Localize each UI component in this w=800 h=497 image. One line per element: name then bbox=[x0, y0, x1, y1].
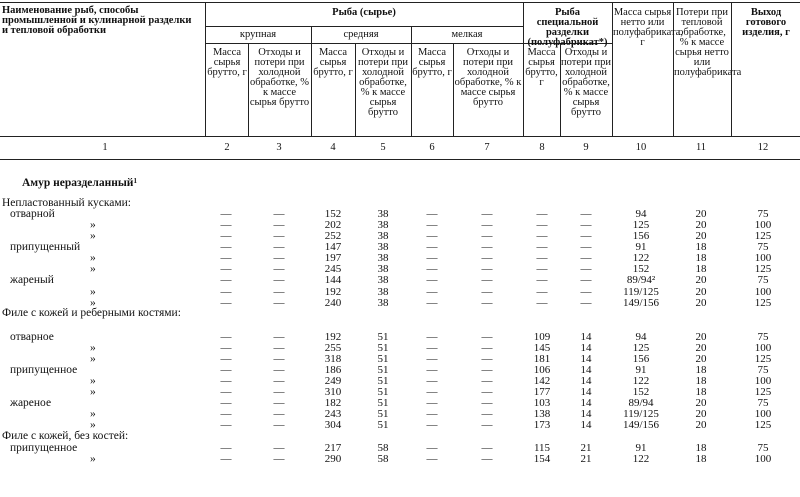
table-cell: — bbox=[220, 286, 232, 298]
table-cell: 58 bbox=[377, 442, 389, 454]
table-cell: — bbox=[273, 241, 285, 253]
table-cell: 38 bbox=[377, 219, 389, 231]
table-cell: 177 bbox=[533, 386, 551, 398]
table-cell: — bbox=[273, 230, 285, 242]
table-cell: — bbox=[273, 419, 285, 431]
waste-header-3: Отходы и потери при холодной обработке, % к массе сырья брутто bbox=[249, 47, 310, 108]
table-cell: 202 bbox=[324, 219, 342, 231]
table-cell: 21 bbox=[580, 453, 592, 465]
row-label: Филе с кожей и реберными костями: bbox=[2, 307, 181, 319]
table-cell: 152 bbox=[632, 386, 650, 398]
table-cell: — bbox=[426, 208, 438, 220]
table-cell: — bbox=[220, 397, 232, 409]
table-cell: 154 bbox=[533, 453, 551, 465]
table-cell: 38 bbox=[377, 263, 389, 275]
table-cell: 245 bbox=[324, 263, 342, 275]
table-cell: 20 bbox=[695, 331, 707, 343]
table-cell: — bbox=[273, 397, 285, 409]
table-cell: — bbox=[536, 252, 548, 264]
col-name-header: Наименование рыб, способы промышленной и кулинарной разделки и тепловой обработки bbox=[2, 5, 192, 36]
mass-brutto-header-8: Масса сырья брутто, г bbox=[525, 47, 558, 88]
table-cell: 38 bbox=[377, 274, 389, 286]
table-cell: — bbox=[273, 331, 285, 343]
table-cell: 106 bbox=[533, 364, 551, 376]
colnum-10: 10 bbox=[635, 142, 647, 153]
table-cell: 51 bbox=[377, 408, 389, 420]
table-cell: 304 bbox=[324, 419, 342, 431]
table-cell: — bbox=[481, 386, 493, 398]
table-cell: 125 bbox=[632, 342, 650, 354]
table-cell: 100 bbox=[754, 375, 772, 387]
colnum-9: 9 bbox=[583, 142, 589, 153]
waste-header-7: Отходы и потери при холодной обработке, % к массе сырья брутто bbox=[454, 47, 522, 108]
table-cell: 38 bbox=[377, 230, 389, 242]
table-cell: 51 bbox=[377, 397, 389, 409]
table-cell: 91 bbox=[635, 442, 647, 454]
table-cell: 94 bbox=[635, 331, 647, 343]
table-cell: 173 bbox=[533, 419, 551, 431]
table-cell: — bbox=[536, 208, 548, 220]
colnum-3: 3 bbox=[276, 142, 282, 153]
table-cell: — bbox=[426, 408, 438, 420]
table-cell: — bbox=[273, 263, 285, 275]
table-cell: 192 bbox=[324, 286, 342, 298]
table-cell: 290 bbox=[324, 453, 342, 465]
table-cell: — bbox=[426, 453, 438, 465]
table-cell: — bbox=[220, 442, 232, 454]
table-cell: 89/94 bbox=[628, 397, 654, 409]
row-label: » bbox=[90, 286, 96, 298]
table-cell: 21 bbox=[580, 442, 592, 454]
table-cell: 75 bbox=[757, 397, 769, 409]
table-cell: 51 bbox=[377, 331, 389, 343]
table-cell: — bbox=[220, 263, 232, 275]
table-cell: — bbox=[481, 230, 493, 242]
table-cell: — bbox=[273, 286, 285, 298]
table-cell: — bbox=[580, 274, 592, 286]
table-cell: — bbox=[220, 252, 232, 264]
table-cell: 38 bbox=[377, 252, 389, 264]
table-cell: 249 bbox=[324, 375, 342, 387]
table-cell: 144 bbox=[324, 274, 342, 286]
table-cell: — bbox=[426, 219, 438, 231]
section-title bbox=[22, 177, 137, 189]
table-cell: 149/156 bbox=[622, 419, 660, 431]
row-label: отварное bbox=[10, 331, 54, 343]
table-cell: 18 bbox=[695, 241, 707, 253]
row-label: » bbox=[90, 386, 96, 398]
table-cell: 125 bbox=[754, 297, 772, 309]
table-cell: — bbox=[481, 408, 493, 420]
table-cell: — bbox=[273, 219, 285, 231]
colnum-6: 6 bbox=[429, 142, 435, 153]
table-cell: — bbox=[536, 230, 548, 242]
table-cell: 51 bbox=[377, 375, 389, 387]
table-cell: — bbox=[220, 353, 232, 365]
table-cell: 122 bbox=[632, 453, 650, 465]
table-cell: 100 bbox=[754, 342, 772, 354]
table-cell: — bbox=[273, 353, 285, 365]
table-cell: — bbox=[426, 442, 438, 454]
table-cell: 119/125 bbox=[623, 286, 659, 298]
colnum-7: 7 bbox=[484, 142, 490, 153]
table-cell: 240 bbox=[324, 297, 342, 309]
table-cell: 20 bbox=[695, 286, 707, 298]
table-cell: 38 bbox=[377, 208, 389, 220]
table-cell: — bbox=[426, 364, 438, 376]
waste-header-9: Отходы и потери при холодной обработке, % к массе сырья брутто bbox=[561, 47, 611, 118]
table-cell: — bbox=[481, 331, 493, 343]
table-cell: 156 bbox=[632, 353, 650, 365]
table-cell: 109 bbox=[533, 331, 551, 343]
table-cell: 103 bbox=[533, 397, 551, 409]
table-cell: 152 bbox=[324, 208, 342, 220]
colnum-5: 5 bbox=[380, 142, 386, 153]
special-cut-header: Рыба специальной разделки (полуфабрикат*) bbox=[527, 7, 608, 48]
table-cell: 51 bbox=[377, 353, 389, 365]
table-cell: 122 bbox=[632, 252, 650, 264]
table-cell: 14 bbox=[580, 419, 592, 431]
table-cell: — bbox=[273, 252, 285, 264]
table-cell: — bbox=[481, 453, 493, 465]
yield-header: Выход готового изделия, г bbox=[742, 7, 790, 38]
table-cell: — bbox=[536, 241, 548, 253]
col-divider-1 bbox=[205, 2, 206, 136]
table-cell: — bbox=[481, 342, 493, 354]
header-bottom-rule bbox=[0, 136, 800, 137]
table-cell: 138 bbox=[533, 408, 551, 420]
table-cell: 51 bbox=[377, 386, 389, 398]
row-label: припущенное bbox=[10, 364, 78, 376]
table-cell: 38 bbox=[377, 297, 389, 309]
table-cell: 14 bbox=[580, 342, 592, 354]
table-cell: — bbox=[220, 230, 232, 242]
medium-header: средняя bbox=[343, 29, 379, 40]
table-cell: 20 bbox=[695, 297, 707, 309]
table-cell: — bbox=[220, 342, 232, 354]
table-cell: — bbox=[580, 219, 592, 231]
table-cell: — bbox=[273, 453, 285, 465]
table-cell: 142 bbox=[533, 375, 551, 387]
table-cell: — bbox=[481, 241, 493, 253]
table-cell: 75 bbox=[757, 331, 769, 343]
table-cell: — bbox=[273, 442, 285, 454]
table-cell: — bbox=[220, 375, 232, 387]
row-label: Непластованный кусками: bbox=[2, 197, 132, 209]
table-cell: — bbox=[426, 375, 438, 387]
table-cell: 197 bbox=[324, 252, 342, 264]
colnum-1: 1 bbox=[102, 142, 108, 153]
mass-brutto-header-2: Масса сырья брутто, г bbox=[207, 47, 247, 78]
table-cell: — bbox=[536, 219, 548, 231]
table-cell: — bbox=[426, 342, 438, 354]
table-cell: — bbox=[273, 208, 285, 220]
table-cell: — bbox=[273, 375, 285, 387]
row-label: жареный bbox=[10, 274, 54, 286]
section-title-text: Амур неразделанный bbox=[22, 177, 134, 189]
table-cell: 181 bbox=[533, 353, 551, 365]
table-cell: 18 bbox=[695, 263, 707, 275]
table-cell: 38 bbox=[377, 286, 389, 298]
table-cell: 51 bbox=[377, 419, 389, 431]
table-cell: 18 bbox=[695, 386, 707, 398]
table-cell: 125 bbox=[754, 353, 772, 365]
table-cell: — bbox=[426, 331, 438, 343]
table-cell: — bbox=[481, 252, 493, 264]
table-cell: 192 bbox=[324, 331, 342, 343]
table-cell: 75 bbox=[757, 364, 769, 376]
table-cell: 125 bbox=[754, 386, 772, 398]
table-cell: 38 bbox=[377, 241, 389, 253]
table-cell: — bbox=[536, 263, 548, 275]
table-cell: 100 bbox=[754, 286, 772, 298]
table-cell: 51 bbox=[377, 364, 389, 376]
table-cell: 75 bbox=[757, 274, 769, 286]
table-cell: 119/125 bbox=[623, 408, 659, 420]
table-cell: 14 bbox=[580, 386, 592, 398]
table-cell: — bbox=[536, 274, 548, 286]
row-label: припущенное bbox=[10, 442, 78, 454]
table-cell: — bbox=[426, 297, 438, 309]
table-cell: — bbox=[426, 230, 438, 242]
section-footnote-mark: 1 bbox=[133, 177, 137, 185]
table-cell: — bbox=[580, 208, 592, 220]
table-cell: 75 bbox=[757, 208, 769, 220]
table-cell: — bbox=[481, 353, 493, 365]
row-label: отварной bbox=[10, 208, 55, 220]
row-label: » bbox=[90, 263, 96, 275]
table-cell: 217 bbox=[324, 442, 342, 454]
table-cell: — bbox=[220, 408, 232, 420]
table-cell: 115 bbox=[533, 442, 551, 454]
table-cell: — bbox=[481, 364, 493, 376]
table-cell: — bbox=[580, 241, 592, 253]
large-header: крупная bbox=[239, 29, 277, 40]
table-cell: 156 bbox=[632, 230, 650, 242]
table-cell: 75 bbox=[757, 442, 769, 454]
colnum-11: 11 bbox=[695, 142, 707, 153]
table-cell: — bbox=[481, 397, 493, 409]
table-cell: — bbox=[481, 208, 493, 220]
table-cell: 14 bbox=[580, 408, 592, 420]
table-cell: — bbox=[536, 297, 548, 309]
table-cell: 125 bbox=[754, 230, 772, 242]
row-label: » bbox=[90, 252, 96, 264]
table-cell: — bbox=[273, 342, 285, 354]
table-cell: — bbox=[580, 252, 592, 264]
table-cell: 182 bbox=[324, 397, 342, 409]
table-cell: — bbox=[220, 419, 232, 431]
colnum-bottom-rule bbox=[0, 159, 800, 160]
table-cell: 89/94² bbox=[626, 274, 656, 286]
table-cell: — bbox=[426, 353, 438, 365]
table-cell: 125 bbox=[754, 263, 772, 275]
table-cell: — bbox=[580, 230, 592, 242]
mass-brutto-header-4: Масса сырья брутто, г bbox=[313, 47, 353, 78]
table-cell: 318 bbox=[324, 353, 342, 365]
table-cell: 100 bbox=[754, 252, 772, 264]
table-cell: — bbox=[426, 263, 438, 275]
fish-raw-header: Рыба (сырье) bbox=[332, 7, 396, 18]
table-cell: — bbox=[273, 297, 285, 309]
table-cell: — bbox=[536, 286, 548, 298]
table-cell: 18 bbox=[695, 375, 707, 387]
colnum-8: 8 bbox=[539, 142, 545, 153]
table-cell: — bbox=[580, 297, 592, 309]
table-cell: — bbox=[580, 263, 592, 275]
waste-header-5: Отходы и потери при холодной обработке, % к массе сырья брутто bbox=[358, 47, 408, 118]
table-cell: 20 bbox=[695, 342, 707, 354]
table-cell: 20 bbox=[695, 274, 707, 286]
row-label: » bbox=[90, 375, 96, 387]
table-cell: — bbox=[220, 208, 232, 220]
table-cell: 91 bbox=[635, 241, 647, 253]
row-label: припущенный bbox=[10, 241, 81, 253]
table-cell: — bbox=[220, 364, 232, 376]
row-label: » bbox=[90, 342, 96, 354]
row-label: жареное bbox=[10, 397, 52, 409]
row-label: » bbox=[90, 408, 96, 420]
table-cell: — bbox=[220, 331, 232, 343]
table-cell: 125 bbox=[632, 219, 650, 231]
mass-brutto-header-6: Масса сырья брутто, г bbox=[412, 47, 452, 78]
row-label: » bbox=[90, 453, 96, 465]
mass-netto-header: Масса сырья нетто или полуфабриката, г bbox=[613, 7, 683, 48]
table-cell: 152 bbox=[632, 263, 650, 275]
table-top-rule bbox=[0, 2, 800, 3]
table-cell: — bbox=[481, 274, 493, 286]
table-cell: — bbox=[426, 241, 438, 253]
table-cell: 100 bbox=[754, 408, 772, 420]
heat-loss-header: Потери при тепловой обработке, % к массе сырья нетто или полуфабриката bbox=[674, 7, 742, 78]
table-cell: 125 bbox=[754, 419, 772, 431]
table-cell: 91 bbox=[635, 364, 647, 376]
table-cell: 18 bbox=[695, 453, 707, 465]
fish-raw-rule bbox=[205, 26, 523, 27]
table-cell: — bbox=[220, 241, 232, 253]
table-cell: — bbox=[426, 286, 438, 298]
table-cell: — bbox=[426, 419, 438, 431]
table-cell: — bbox=[426, 397, 438, 409]
table-cell: — bbox=[220, 297, 232, 309]
table-cell: — bbox=[220, 386, 232, 398]
table-cell: — bbox=[426, 386, 438, 398]
table-cell: — bbox=[220, 274, 232, 286]
table-cell: — bbox=[220, 453, 232, 465]
table-cell: — bbox=[481, 297, 493, 309]
table-cell: 20 bbox=[695, 419, 707, 431]
table-cell: 75 bbox=[757, 241, 769, 253]
colnum-12: 12 bbox=[757, 142, 769, 153]
table-cell: 243 bbox=[324, 408, 342, 420]
row-label: Филе с кожей, без костей: bbox=[2, 430, 129, 442]
table-cell: 14 bbox=[580, 364, 592, 376]
row-label: » bbox=[90, 219, 96, 231]
table-cell: — bbox=[273, 274, 285, 286]
table-cell: 252 bbox=[324, 230, 342, 242]
table-cell: — bbox=[220, 219, 232, 231]
table-cell: 20 bbox=[695, 408, 707, 420]
small-header: мелкая bbox=[451, 29, 483, 40]
table-cell: — bbox=[273, 364, 285, 376]
colnum-4: 4 bbox=[330, 142, 336, 153]
row-label: » bbox=[90, 297, 96, 309]
table-cell: 186 bbox=[324, 364, 342, 376]
table-cell: 310 bbox=[324, 386, 342, 398]
table-cell: 14 bbox=[580, 353, 592, 365]
table-cell: 14 bbox=[580, 397, 592, 409]
table-cell: 14 bbox=[580, 331, 592, 343]
table-cell: 18 bbox=[695, 364, 707, 376]
table-cell: 122 bbox=[632, 375, 650, 387]
table-cell: 20 bbox=[695, 230, 707, 242]
table-cell: — bbox=[580, 286, 592, 298]
table-cell: 94 bbox=[635, 208, 647, 220]
table-cell: 51 bbox=[377, 342, 389, 354]
row-label: » bbox=[90, 230, 96, 242]
row-label: » bbox=[90, 353, 96, 365]
table-cell: 58 bbox=[377, 453, 389, 465]
row-label: » bbox=[90, 419, 96, 431]
table-cell: 100 bbox=[754, 453, 772, 465]
table-cell: 18 bbox=[695, 442, 707, 454]
table-cell: — bbox=[481, 286, 493, 298]
table-cell: 20 bbox=[695, 353, 707, 365]
table-cell: — bbox=[481, 442, 493, 454]
table-cell: 147 bbox=[324, 241, 342, 253]
table-cell: 18 bbox=[695, 252, 707, 264]
table-cell: 20 bbox=[695, 397, 707, 409]
table-cell: — bbox=[273, 408, 285, 420]
table-cell: 20 bbox=[695, 208, 707, 220]
table-cell: 20 bbox=[695, 219, 707, 231]
table-cell: — bbox=[426, 252, 438, 264]
table-cell: 149/156 bbox=[622, 297, 660, 309]
table-cell: — bbox=[273, 386, 285, 398]
table-cell: 14 bbox=[580, 375, 592, 387]
colnum-2: 2 bbox=[224, 142, 230, 153]
table-cell: 255 bbox=[324, 342, 342, 354]
table-cell: 145 bbox=[533, 342, 551, 354]
table-cell: — bbox=[426, 274, 438, 286]
table-cell: — bbox=[481, 219, 493, 231]
table-cell: — bbox=[481, 375, 493, 387]
table-cell: 100 bbox=[754, 219, 772, 231]
table-cell: — bbox=[481, 263, 493, 275]
table-cell: — bbox=[481, 419, 493, 431]
